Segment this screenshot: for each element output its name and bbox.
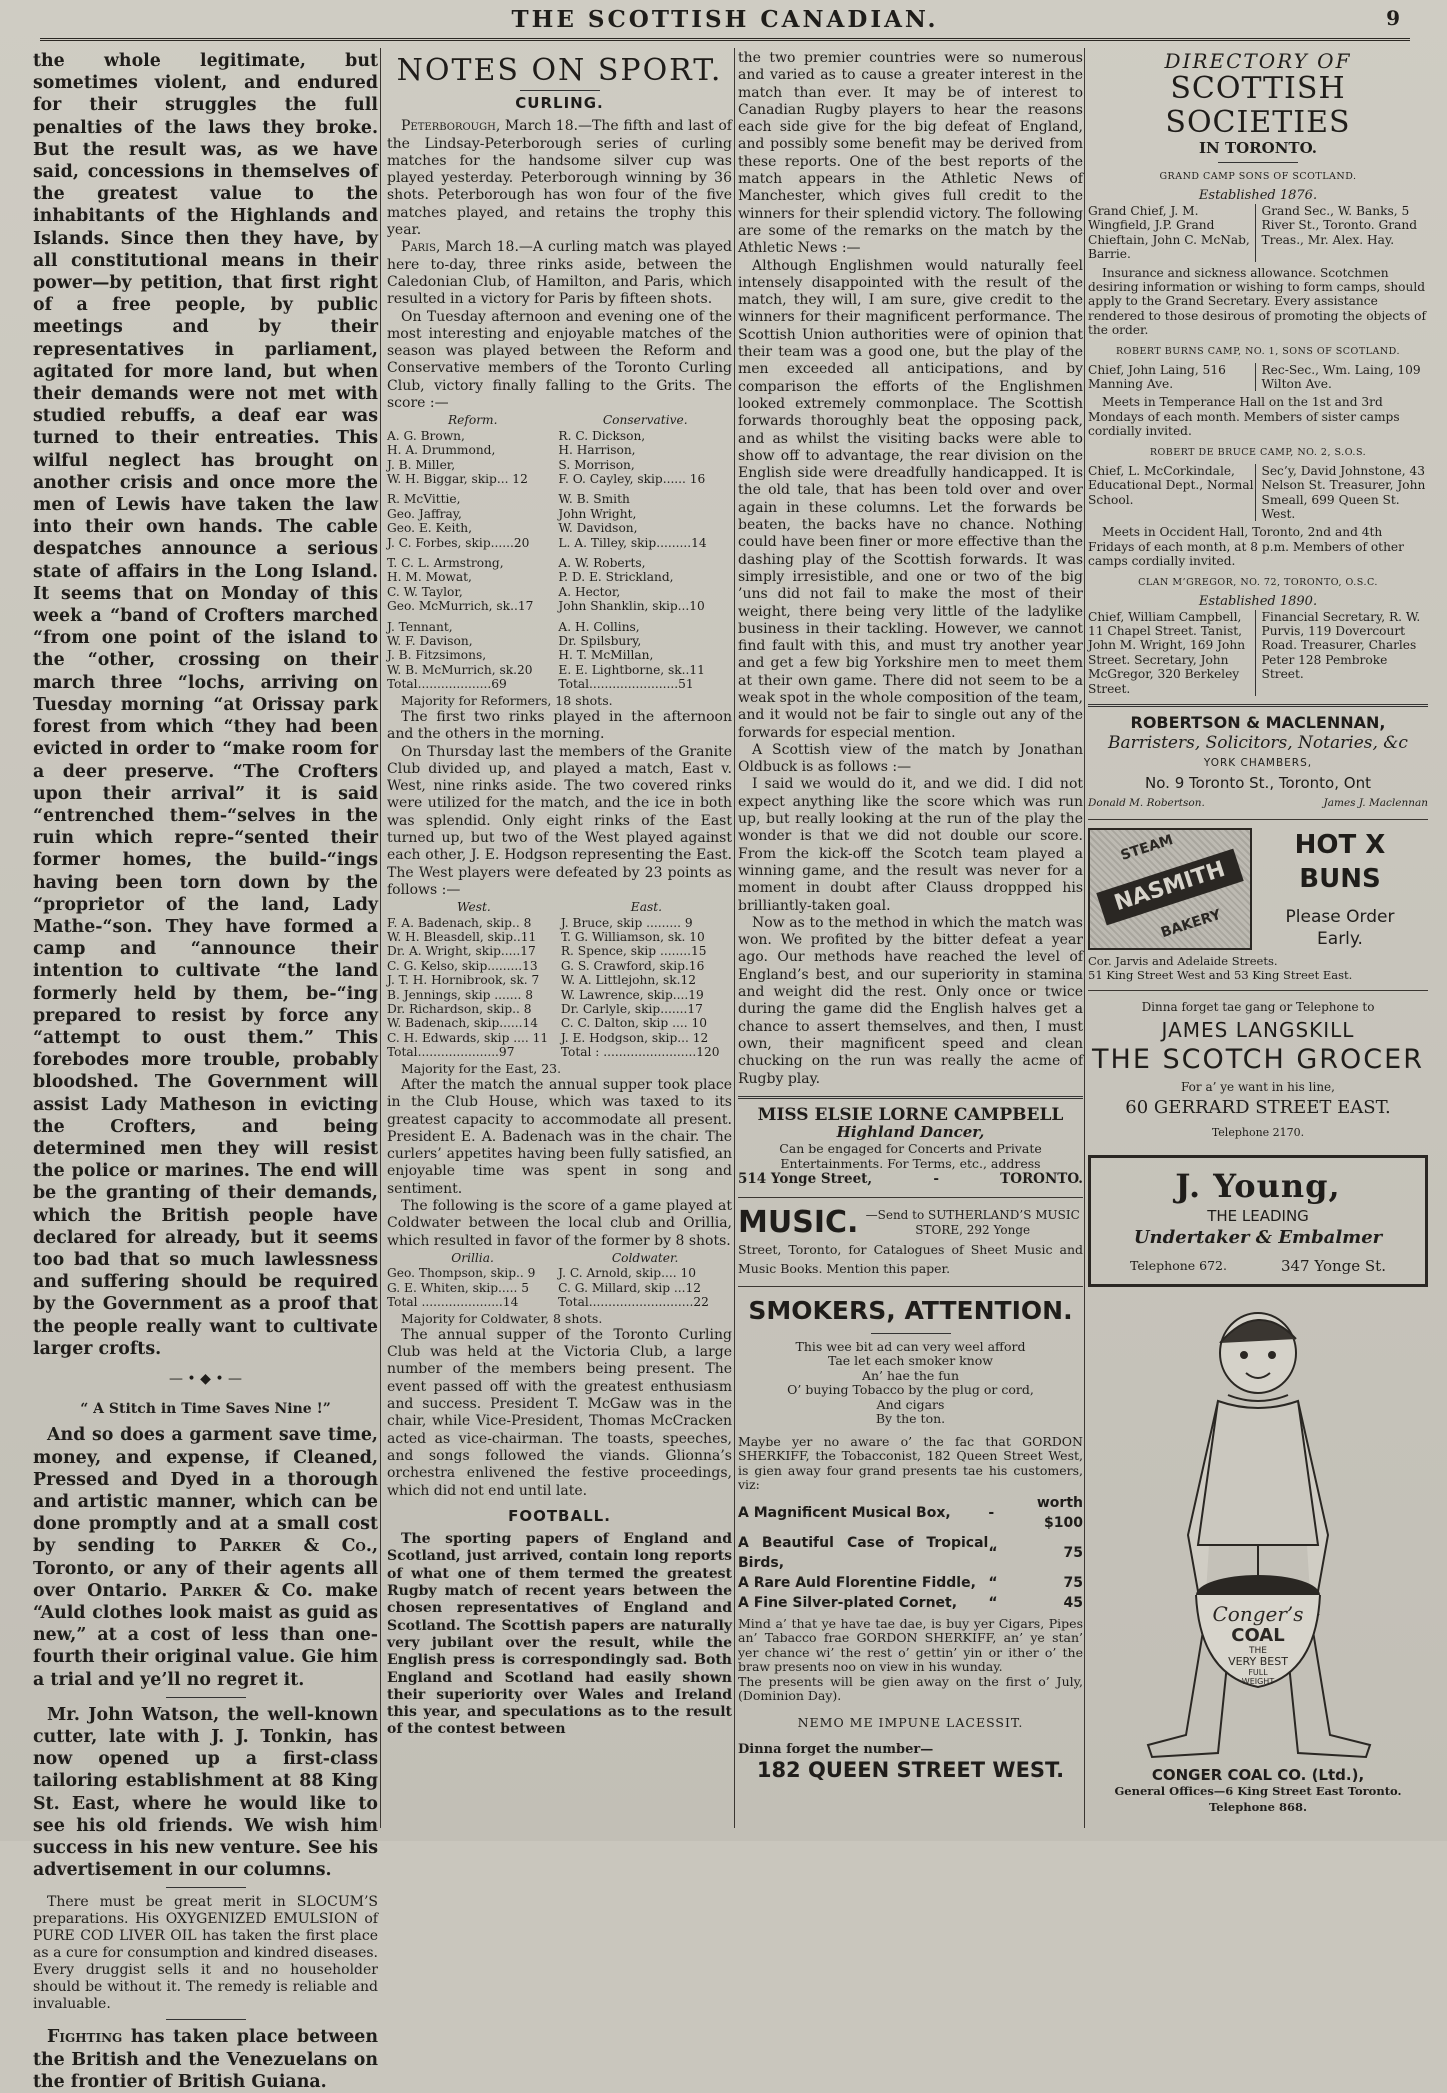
verse-line: O’ buying Tobacco by the plug or cord, xyxy=(787,1382,1034,1398)
column-rule-3 xyxy=(1084,48,1085,1828)
masthead-rule xyxy=(40,38,1410,41)
stamp-steam: STEAM xyxy=(1118,832,1176,864)
grocer-name: JAMES LANGSKILL xyxy=(1161,1017,1355,1042)
player-left: H. M. Mowat, xyxy=(387,570,472,585)
nasmith-bakery-ad xyxy=(1088,828,1428,982)
stitch-heading: “ A Stitch in Time Saves Nine !” xyxy=(80,1401,331,1418)
player-right: J. Bruce, skip ......... 9 xyxy=(560,915,693,930)
firm-address: No. 9 Toronto St., Toronto, Ont xyxy=(1145,773,1371,792)
player-left: C. W. Taylor, xyxy=(387,584,463,599)
prize-price: 45 xyxy=(1063,1594,1083,1611)
total-right: Total : ........................120 xyxy=(560,1045,720,1060)
player-right: S. Morrison, xyxy=(558,457,635,472)
majority-line: Majority for Coldwater, 8 shots. xyxy=(401,1310,603,1326)
music-side: —Send to SUTHERLAND’S MUSIC STORE, 292 Yonge xyxy=(865,1207,1080,1237)
elsie-dash: - xyxy=(933,1171,939,1188)
score-row xyxy=(387,492,732,506)
directory-title: SCOTTISH SOCIETIES xyxy=(1165,71,1351,140)
player-right: W. A. Littlejohn, sk.12 xyxy=(560,973,696,988)
society-name: CLAN M’GREGOR, NO. 72, TORONTO, O.S.C. xyxy=(1138,576,1378,588)
peterborough-report xyxy=(387,118,732,239)
player-left: R. McVittie, xyxy=(387,492,461,507)
conger-address: General Offices—6 King Street East Toronto. xyxy=(1114,1783,1402,1798)
verse-line: By the ton. xyxy=(875,1411,946,1427)
coal-weight: WEIGHT xyxy=(1241,1676,1275,1686)
score-row xyxy=(387,570,732,584)
football-heading: FOOTBALL. xyxy=(508,1506,611,1525)
coal-bag xyxy=(1196,1575,1320,1687)
fighting-notice xyxy=(33,2026,378,2093)
verse-line: And cigars xyxy=(876,1396,945,1412)
player-right: E. E. Lightborne, sk..11 xyxy=(558,662,705,677)
toronto-supper-report: The annual supper of the Toronto Curling Club was held at the Victoria Club, a large number of the members being present. The event passed off with the greatest enthusiasm and success. President T. McGaw was in the chair, while Vice-President, Thomas McCracken acted as vice-chairman. The toasts, speeches, and songs followed the viands. Glionna’s orchestra enlivened the festive proceedings, which did not end until late. xyxy=(387,1326,732,1499)
score-row xyxy=(387,1016,732,1030)
society-name: ROBERT BURNS CAMP, NO. 1, SONS OF SCOTLAND. xyxy=(1116,345,1400,357)
supper-report: After the match the annual supper took place in the Club House, which was taxed to its greatest capacity to accommodate all present. President E. A. Badenach was in the chair. The curlers’ appetites having been fully satisfied, an enjoyable time was spent in song and sentiment. xyxy=(387,1076,732,1197)
player-right: C. G. Millard, skip ...12 xyxy=(558,1280,702,1295)
granite-report: On Thursday last the members of the Granite Club divided up, and played a match, East v. West, nine rinks aside. The two covered rinks were utilized for the match, and the ice in both was splendid. Only eight rinks of the East turned up, but two of the West played against each other, J. E. Hodgson representing the East. The West players were defeated by 23 points as follows :— xyxy=(387,743,732,898)
score-row xyxy=(387,507,732,521)
fighting-text: has taken place between the British and the Venezuelans on the frontier of British Guiana. xyxy=(33,2027,378,2092)
player-right: Dr. Carlyle, skip.......17 xyxy=(560,1002,703,1017)
dinna-forget: Dinna forget the number— xyxy=(738,1742,934,1757)
smokers-ad xyxy=(738,1295,1083,1783)
score-row xyxy=(387,930,732,944)
majority-line: Majority for the East, 23. xyxy=(401,1060,562,1076)
grocer-title: THE SCOTCH GROCER xyxy=(1092,1043,1424,1075)
slocum-notice: There must be great merit in SLOCUM’S preparations. His OXYGENIZED EMULSION of PURE COD LIVER OIL has taken the first place as a cure for consumption and kindred diseases. Every druggist sells it and no householder should be without it. The remedy is reliable and invaluable. xyxy=(33,1894,378,2013)
player-right: A. W. Roberts, xyxy=(558,556,646,570)
oldbuck-view: I said we would do it, and we did. I did not expect anything like the score which was run up, but really looking at the run of the play the wonder is that we did not double our score. From the kick-off the Scotch team played a winning game, and the result was never for a moment in doubt after Clauss droppped his brilliantly-taken goal. xyxy=(738,776,1083,914)
score-row xyxy=(387,458,732,472)
order-early: Please Order Early. xyxy=(1285,906,1395,949)
prize-mark: “ xyxy=(988,1594,998,1611)
player-left: J. Tennant, xyxy=(387,619,453,634)
score-row xyxy=(387,429,732,443)
ad-rule xyxy=(738,1286,1083,1287)
prize-mark: “ xyxy=(988,1574,998,1591)
stamp-band: NASMITH xyxy=(1096,849,1243,926)
coal-the: THE xyxy=(1249,1645,1267,1656)
prize-item: A Magnificent Musical Box, xyxy=(738,1504,951,1521)
score-row xyxy=(387,585,732,599)
report-text: , March 18.—The fifth and last of the Lindsay-Peterborough series of curling matches for the handsome silver cup was played yesterday. Peterborough winning by 36 shots. Peterborough has won four of the five matches played, and retains the trophy this year. xyxy=(387,118,732,239)
hot-x-buns: HOT X BUNS xyxy=(1294,829,1386,894)
score-row xyxy=(387,663,732,677)
prize-item: A Beautiful Case of Tropical Birds, xyxy=(738,1534,989,1571)
column-2 xyxy=(387,50,732,1825)
total-right: Total.......................51 xyxy=(558,677,694,692)
score-row xyxy=(387,472,732,486)
player-left: Geo. Thompson, skip.. 9 xyxy=(387,1266,536,1281)
elsie-campbell-ad xyxy=(738,1104,1083,1189)
total-right: Total...........................22 xyxy=(558,1295,709,1310)
conger-coal-ad xyxy=(1088,1295,1428,1815)
player-left: Geo. Jaffray, xyxy=(387,506,462,521)
firm-chambers: YORK CHAMBERS, xyxy=(1203,756,1313,769)
smokers-presents: The presents will be gien away on the first o’ July, (Dominion Day). xyxy=(738,1673,1083,1704)
player-left: Dr. Richardson, skip.. 8 xyxy=(387,1002,532,1017)
player-left: Geo. McMurrich, sk..17 xyxy=(387,599,534,614)
player-left: J. B. Fitzsimons, xyxy=(387,648,487,663)
player-left: G. E. Whiten, skip..... 5 xyxy=(387,1280,530,1295)
report-text: , March 18.—A curling match was played here to-day, three rinks aside, between the Caledonian Club, of Hamilton, and Paris, which resulted in a victory for Paris by fifteen shots. xyxy=(387,239,732,308)
place-name: Paris xyxy=(401,239,436,256)
society-officers xyxy=(1088,363,1428,392)
player-right: John Wright, xyxy=(558,506,637,521)
parker-name: Parker & Co. xyxy=(219,1536,372,1557)
directory-heading: DIRECTORY OF xyxy=(1164,49,1352,73)
smokers-verse xyxy=(738,1340,1083,1427)
langskill-grocer-ad xyxy=(1088,999,1428,1141)
team-right: East. xyxy=(630,900,662,915)
player-right: W. Lawrence, skip....19 xyxy=(560,987,704,1002)
young-lead: THE LEADING xyxy=(1207,1206,1309,1225)
prize-mark: “ xyxy=(988,1544,998,1561)
society-officers xyxy=(1088,610,1428,696)
bakery-address-1: Cor. Jarvis and Adelaide Streets. xyxy=(1088,953,1278,968)
player-left: C. G. Kelso, skip.........13 xyxy=(387,958,538,973)
sport-heading: NOTES ON SPORT. xyxy=(396,53,723,88)
player-left: J. B. Miller, xyxy=(387,457,456,472)
column-1 xyxy=(33,50,378,2092)
score-row xyxy=(387,1031,732,1045)
rugby-continued: the two premier countries were so numerous and varied as to cause a greater interest in the match than ever. It may be of interest to Canadian Rugby players to hear the reasons each side give for the big defeat of England, and possibly some benefit may be derived from these reports. One of the best reports of the match appears in the Athletic News of Manchester, which gives full credit to the winners for their splendid victory. The following are some of the remarks on the match by the Athletic News :— xyxy=(738,50,1083,257)
elsie-title: Highland Dancer, xyxy=(836,1123,985,1142)
score-row xyxy=(387,556,732,570)
score-row xyxy=(387,1266,732,1280)
bakery-address-2: 51 King Street West and 53 King Street East. xyxy=(1088,967,1353,982)
music-body: Street, Toronto, for Catalogues of Sheet Music and Music Books. Mention this paper. xyxy=(738,1241,1083,1276)
score-row xyxy=(387,648,732,662)
society-body: Insurance and sickness allowance. Scotchmen desiring information or wishing to form camps, should apply to the Grand Secretary. Every assistance rendered to those desirous of promoting the objects of the order. xyxy=(1088,265,1427,338)
score-row xyxy=(387,521,732,535)
team-left: Orillia. xyxy=(451,1250,494,1265)
elsie-body: Can be engaged for Concerts and Private Entertainments. For Terms, etc., address xyxy=(779,1141,1042,1172)
prize-price: 75 xyxy=(1063,1574,1083,1591)
officers-right: Financial Secretary, R. W. Purvis, 119 Dovercourt Road. Treasurer, Charles Peter 128 Pembroke Street. xyxy=(1255,610,1429,696)
rugby-report: The sporting papers of England and Scotland, just arrived, contain long reports of what one of them termed the greatest Rugby match of recent years between the chosen representatives of England and Scotland. The Scottish papers are naturally very jubilant over the result, while the English press is correspondingly sad. Both England and Scotland had easily shown their superiority over Wales and Ireland this year, and speculations as to the result of the contest between xyxy=(387,1531,732,1738)
score-row xyxy=(387,988,732,1002)
rinks-note: The first two rinks played in the afternoon and the others in the morning. xyxy=(387,708,732,743)
player-left: Geo. E. Keith, xyxy=(387,521,472,536)
elsie-city: TORONTO. xyxy=(1000,1171,1083,1188)
player-right: H. Harrison, xyxy=(558,443,636,458)
player-right: R. C. Dickson, xyxy=(558,428,646,443)
player-right: J. C. Arnold, skip.... 10 xyxy=(558,1266,696,1281)
player-right: T. G. Williamson, sk. 10 xyxy=(560,930,705,945)
oldbuck-intro: A Scottish view of the match by Jonathan Oldbuck is as follows :— xyxy=(738,741,1083,776)
elsie-address: 514 Yonge Street, xyxy=(738,1171,873,1188)
verse-line: This wee bit ad can very weel afford xyxy=(795,1338,1026,1354)
player-right: W. B. Smith xyxy=(558,492,630,507)
stitch-tail: & Co. make “Auld clothes look maist as guid as new,” at a cost of less than one-fourth their original value. Gie him a trial and ye’ll no regret it. xyxy=(33,1580,378,1690)
grocer-telephone: Telephone 2170. xyxy=(1211,1125,1305,1139)
column-rule-2 xyxy=(734,48,735,1828)
coldwater-report: The following is the score of a game played at Coldwater between the local club and Orillia, which resulted in favor of the former by 8 shots. xyxy=(387,1198,732,1249)
young-address: 347 Yonge St. xyxy=(1280,1256,1386,1275)
conger-telephone: Telephone 868. xyxy=(1208,1799,1307,1814)
prize-item: A Rare Auld Florentine Fiddle, xyxy=(738,1574,976,1591)
grocer-lead: Dinna forget tae gang or Telephone to xyxy=(1141,999,1375,1014)
prize-row xyxy=(738,1533,1083,1573)
team-right: Conservative. xyxy=(602,413,688,428)
score-row xyxy=(387,599,732,613)
masthead xyxy=(40,6,1410,36)
society-body: Meets in Temperance Hall on the 1st and 3rd Mondays of each month. Members of sister camps cordially invited. xyxy=(1088,395,1400,439)
watson-notice: Mr. John Watson, the well-known cutter, late with J. J. Tonkin, has now opened up a first-class tailoring establishment at 88 King St. East, where he would like to see his old friends. We wish him success in his new venture. See his advertisement in our columns. xyxy=(33,1704,378,1881)
player-left: A. G. Brown, xyxy=(387,428,465,443)
coal-word: COAL xyxy=(1231,1624,1285,1646)
divider xyxy=(166,1887,246,1888)
score-row xyxy=(387,973,732,987)
athletic-news-remarks: Although Englishmen would naturally feel intensely disappointed with the result of the match, they will, I am sure, give credit to the winners for their magnificent performance. The Scottish Union authorities were of opinion that their team was a good one, but the play of the men exceeded all anticipations, and by comparison the efforts of the Englishmen looked extremely commonplace. The Scottish forwards thoroughly beat the opposing pack, and as whilst the visiting backs were able to show off to advantage, the rear division on the English side were dreadfully handicapped. It is the old tale, that has been told over and over again in these columns. Let the forwards be beaten, the backs have no chance. Nothing could have been finer or more effective than the dashing play of the Scottish forwards. It was simply irresistible, and one or two of the big ’uns did not fail to make the most of their weight, there being very little of the ladylike business in their tackling. However, we cannot find fault with this, and must try another year and get a few big Yorkshire men to meet them at their own game. There did not seem to be a weak spot in the whole composition of the team, and it would not be fair to single out any of the forwards for especial mention. xyxy=(738,257,1083,741)
conger-name: CONGER COAL CO. (Ltd.), xyxy=(1151,1765,1365,1784)
officers-right: Sec’y, David Johnstone, 43 Nelson St. Treasurer, John Smeall, 699 Queen St. West. xyxy=(1255,464,1429,522)
music-heading: MUSIC. xyxy=(738,1204,859,1240)
player-right: Dr. Spilsbury, xyxy=(558,634,642,649)
team-right: Coldwater. xyxy=(611,1250,679,1265)
society-established: Established 1876. xyxy=(1198,188,1318,203)
coal-brand: Conger’s xyxy=(1212,1601,1304,1626)
prize-item: A Fine Silver-plated Cornet, xyxy=(738,1594,958,1611)
divider xyxy=(1218,162,1298,163)
society-officers xyxy=(1088,204,1428,262)
shop-address: 182 QUEEN STREET WEST. xyxy=(756,1758,1065,1783)
page-number: 9 xyxy=(1386,6,1400,30)
score-row xyxy=(387,620,732,634)
paris-report xyxy=(387,239,732,308)
player-left: F. A. Badenach, skip.. 8 xyxy=(387,915,532,930)
stitch-lead: And so does a garment save time, money, and expense, if Cleaned, Pressed and Dyed in a thorough and artistic manner, which can be done promptly and at a small cost by sending to xyxy=(33,1425,378,1557)
player-left: W. H. Bleasdell, skip..11 xyxy=(387,930,537,945)
fighting-lead: Fighting xyxy=(47,2027,123,2048)
society-officers xyxy=(1088,464,1428,522)
grocer-address: 60 GERRARD STREET EAST. xyxy=(1125,1096,1391,1118)
verse-line: An’ hae the fun xyxy=(861,1367,960,1383)
ad-rule xyxy=(1088,990,1428,991)
player-right: C. C. Dalton, skip .... 10 xyxy=(560,1016,707,1031)
stitch-paragraph xyxy=(33,1424,378,1690)
player-right: L. A. Tilley, skip.........14 xyxy=(558,535,707,550)
player-left: T. C. L. Armstrong, xyxy=(387,556,504,570)
divider xyxy=(871,1333,951,1334)
ad-rule xyxy=(738,1096,1083,1099)
ad-rule xyxy=(1088,704,1428,707)
prize-price: worth $100 xyxy=(1036,1494,1083,1531)
society-name: GRAND CAMP SONS OF SCOTLAND. xyxy=(1159,171,1357,182)
grocer-tagline: For a’ ye want in his line, xyxy=(1181,1079,1335,1094)
player-right: A. Hector, xyxy=(558,584,621,599)
society-established: Established 1890. xyxy=(1198,593,1318,609)
young-telephone: Telephone 672. xyxy=(1129,1257,1227,1273)
column-rule-1 xyxy=(380,48,381,1828)
society-body: Meets in Occident Hall, Toronto, 2nd and 4th Fridays of each month, at 8 p.m. Members of other camps cordially invited. xyxy=(1088,525,1404,569)
score-row xyxy=(387,959,732,973)
smokers-heading: SMOKERS, ATTENTION. xyxy=(748,1295,1073,1325)
player-right: W. Davidson, xyxy=(558,521,638,536)
oldbuck-method: Now as to the method in which the match was won. We profited by the bitter defeat a year ago. Our methods have reached the level of England’s best, and our superiority in stamina and weight did the rest. Only once or twice during the game did the English halves get a chance to assert themselves, and then, I must own, their magnificent speed and clean chucking on the run was really the acme of Rugby play. xyxy=(738,914,1083,1087)
place-name: Peterborough xyxy=(401,118,496,135)
masthead-title: THE SCOTTISH CANADIAN. xyxy=(511,6,939,33)
young-undertaker-ad xyxy=(1088,1155,1428,1287)
partner-2: James J. Maclennan xyxy=(1323,796,1428,809)
player-left: B. Jennings, skip ....... 8 xyxy=(387,987,534,1002)
score-row xyxy=(387,1002,732,1016)
player-left: W. F. Davison, xyxy=(387,634,473,649)
total-left: Total .....................14 xyxy=(387,1295,519,1310)
column-3 xyxy=(738,50,1083,1825)
team-left: Reform. xyxy=(447,413,498,428)
curling-heading: CURLING. xyxy=(515,94,604,112)
player-right: J. E. Hodgson, skip... 12 xyxy=(560,1030,709,1045)
player-left: Dr. A. Wright, skip.....17 xyxy=(387,944,536,959)
ad-rule xyxy=(1088,819,1428,820)
score-table-coldwater xyxy=(387,1250,732,1310)
score-table-reform xyxy=(387,412,732,691)
officers-right: Rec-Sec., Wm. Laing, 109 Wilton Ave. xyxy=(1255,363,1429,392)
stitch-mid: , Toronto, or any of their agents all over Ontario. xyxy=(33,1536,378,1601)
score-row xyxy=(387,1281,732,1295)
young-name: J. Young, xyxy=(1175,1166,1341,1205)
officers-left: Chief, William Campbell, 11 Chapel Street. Tanist, John M. Wright, 169 John Street. Secretary, John McGregor, 320 Berkeley Street. xyxy=(1088,609,1246,696)
player-right: John Shanklin, skip...10 xyxy=(558,599,705,614)
score-row xyxy=(387,536,732,550)
elsie-name: MISS ELSIE LORNE CAMPBELL xyxy=(757,1104,1064,1125)
team-left: West. xyxy=(457,900,491,915)
smokers-mind: Mind a’ that ye have tae dae, is buy yer Cigars, Pipes an’ Tabacco frae GORDON SHERKIFF, an’ ye stan’ yer chance wi’ the rest o’ gettin’ yin or ither o’ the braw presents noo on view in his wunday. xyxy=(738,1615,1083,1675)
reform-conservative-report: On Tuesday afternoon and evening one of the most interesting and enjoyable matches of the season was played between the Reform and Conservative members of the Toronto Curling Club, victory finally falling to the Grits. The score :— xyxy=(387,308,732,412)
total-left: Total.....................97 xyxy=(387,1045,515,1060)
score-row xyxy=(387,944,732,958)
score-row xyxy=(387,443,732,457)
coal-best: VERY BEST xyxy=(1228,1654,1288,1668)
officers-left: Chief, L. McCorkindale, Educational Dept., Normal School. xyxy=(1088,463,1254,507)
player-right: G. S. Crawford, skip.16 xyxy=(560,958,705,973)
coal-boy-illustration xyxy=(1108,1295,1408,1765)
player-left: W. H. Biggar, skip... 12 xyxy=(387,471,528,486)
majority-line: Majority for Reformers, 18 shots. xyxy=(401,692,613,708)
crofters-article: the whole legitimate, but sometimes violent, and endured for their struggles the full penalties of the laws they broke. But the result was, as we have said, concessions in themselves of the greatest value to the inhabitants of the Highlands and Islands. Since then they have, by all constitutional means in their power—by petition, that first right of a free people, by public meetings and by their representatives in parliament, agitated for more land, but when their demands were not met with studied rebuffs, a deaf ear was turned to their entreaties. This wilful neglect has brought on another crisis and once more the men of Lewis have taken the law into their own hands. The cable despatches announce a serious state of affairs in the Long Island. It seems that on Monday of this week a “band of Crofters marched “from one point of the island to the “other, crossing on their march three “lochs, arriving on Tuesday morning “at Orissay park forest from which “they had been evicted in order to “make room for a deer preserve. “The Crofters upon their arrival” it is said “entrenched them-“selves in the ruin which repre-“sented their former homes, the build-“ings having been torn down by the “proprietor of the land, Lady Mathe-“son. They have formed a camp and “announce their intention to cultivate “the land formerly held by them, be-“ing prepared to resist by force any “attempt to oust them.” This forebodes more trouble, probably bloodshed. The Government will assist Lady Matheson in evicting the Crofters, and being determined men they will resist the police or marines. The end will be the granting of their demands, which the British people have declared for already, but it seems too bad that so much lawlessness and suffering should be required by the Government as a proof that the people really want to cultivate larger crofts. xyxy=(33,51,378,1359)
parker-name-2: Parker xyxy=(179,1580,242,1601)
motto: NEMO ME IMPUNE LACESSIT. xyxy=(797,1714,1024,1730)
prize-row xyxy=(738,1493,1083,1533)
officers-right: Grand Sec., W. Banks, 5 River St., Toronto. Grand Treas., Mr. Alex. Hay. xyxy=(1255,204,1429,262)
divider xyxy=(520,90,600,91)
prize-price: 75 xyxy=(1063,1544,1083,1561)
ad-rule xyxy=(738,1197,1083,1198)
prize-list xyxy=(738,1493,1083,1613)
directory-subtitle: IN TORONTO. xyxy=(1199,139,1317,157)
robertson-maclennan-ad xyxy=(1088,712,1428,811)
officers-left: Grand Chief, J. M. Wingfield, J.P. Grand Chieftain, John C. McNab, Barrie. xyxy=(1088,204,1250,262)
prize-row xyxy=(738,1593,1083,1613)
prize-mark: - xyxy=(988,1504,995,1521)
total-left: Total...................69 xyxy=(387,677,507,692)
smokers-maybe: Maybe yer no aware o’ the fac that GORDON SHERKIFF, the Tobacconist, 182 Queen Street West, is gien away four grand presents tae his customers, viz: xyxy=(738,1433,1083,1493)
partner-1: Donald M. Robertson. xyxy=(1088,796,1205,809)
society-name: ROBERT DE BRUCE CAMP, NO. 2, S.O.S. xyxy=(1149,446,1367,458)
bakery-stamp-logo xyxy=(1088,828,1252,950)
divider xyxy=(166,2019,246,2020)
firm-name: ROBERTSON & MACLENNAN, xyxy=(1130,712,1386,732)
score-row xyxy=(387,634,732,648)
ornament-divider: — • ◆ • — xyxy=(168,1370,243,1387)
music-store-ad xyxy=(738,1206,1083,1240)
player-left: H. A. Drummond, xyxy=(387,443,496,458)
column-4 xyxy=(1088,50,1428,1825)
player-left: J. T. H. Hornibrook, sk. 7 xyxy=(387,973,540,988)
young-title: Undertaker & Embalmer xyxy=(1133,1226,1383,1248)
player-left: W. B. McMurrich, sk.20 xyxy=(387,662,533,677)
score-table-granite xyxy=(387,899,732,1059)
officers-left: Chief, John Laing, 516 Manning Ave. xyxy=(1088,362,1226,392)
stamp-bakery: BAKERY xyxy=(1159,906,1224,942)
player-left: C. H. Edwards, skip .... 11 xyxy=(387,1030,549,1045)
player-left: J. C. Forbes, skip......20 xyxy=(387,535,530,550)
coal-full: FULL xyxy=(1248,1667,1268,1677)
verse-line: Tae let each smoker know xyxy=(827,1353,994,1369)
player-right: R. Spence, skip ........15 xyxy=(560,944,707,959)
player-right: P. D. E. Strickland, xyxy=(558,570,674,585)
player-right: F. O. Cayley, skip...... 16 xyxy=(558,471,706,486)
divider xyxy=(166,1697,246,1698)
score-row xyxy=(387,916,732,930)
player-right: A. H. Collins, xyxy=(558,619,640,634)
firm-profession: Barristers, Solicitors, Notaries, &c xyxy=(1108,732,1408,753)
player-right: H. T. McMillan, xyxy=(558,648,654,663)
player-left: W. Badenach, skip......14 xyxy=(387,1016,539,1031)
prize-row xyxy=(738,1573,1083,1593)
